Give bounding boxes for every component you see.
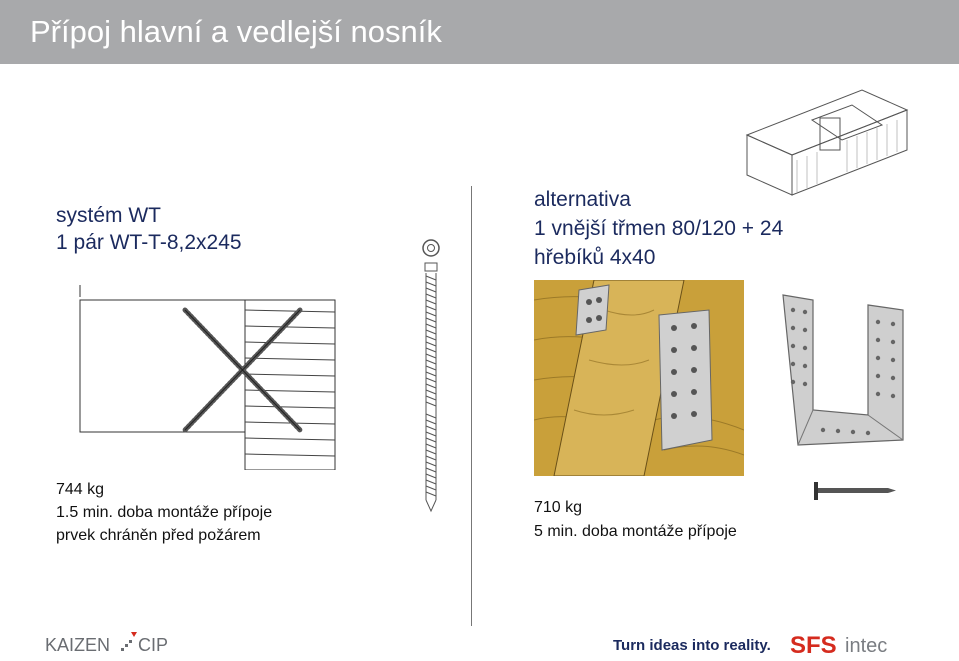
right-note-2: 5 min. doba montáže přípoje xyxy=(534,523,737,540)
right-note-1: 710 kg xyxy=(534,499,583,516)
page-title: Přípoj hlavní a vedlejší nosník xyxy=(30,14,442,49)
sfs-intec-logo xyxy=(790,630,905,658)
screw-drawing xyxy=(418,238,444,513)
svg-text:CIP: CIP xyxy=(138,635,169,655)
footer-tagline: Turn ideas into reality. xyxy=(613,637,771,654)
svg-text:SFS: SFS xyxy=(790,632,837,658)
column-divider xyxy=(471,186,472,626)
right-heading-line2: 1 vnější třmen 80/120 + 24 xyxy=(534,217,784,240)
svg-text:intec: intec xyxy=(845,635,888,657)
header-bar xyxy=(0,0,959,64)
kaizen-logo xyxy=(45,630,175,658)
left-heading-line1: systém WT xyxy=(56,204,161,227)
beam-joint-drawing xyxy=(742,80,912,200)
left-heading-line2: 1 pár WT-T-8,2x245 xyxy=(56,231,242,254)
left-note-1: 744 kg xyxy=(56,481,105,498)
nail-icon xyxy=(812,480,897,502)
svg-text:KAIZEN: KAIZEN xyxy=(45,635,111,655)
left-note-2: 1.5 min. doba montáže přípoje xyxy=(56,504,273,521)
screw-joint-drawing xyxy=(70,280,345,470)
hanger-bracket-drawing xyxy=(778,290,918,460)
left-note-3: prvek chráněn před požárem xyxy=(56,527,261,544)
right-heading-line1: alternativa xyxy=(534,188,631,211)
hanger-photo xyxy=(534,280,744,476)
right-heading-line3: hřebíků 4x40 xyxy=(534,246,656,269)
